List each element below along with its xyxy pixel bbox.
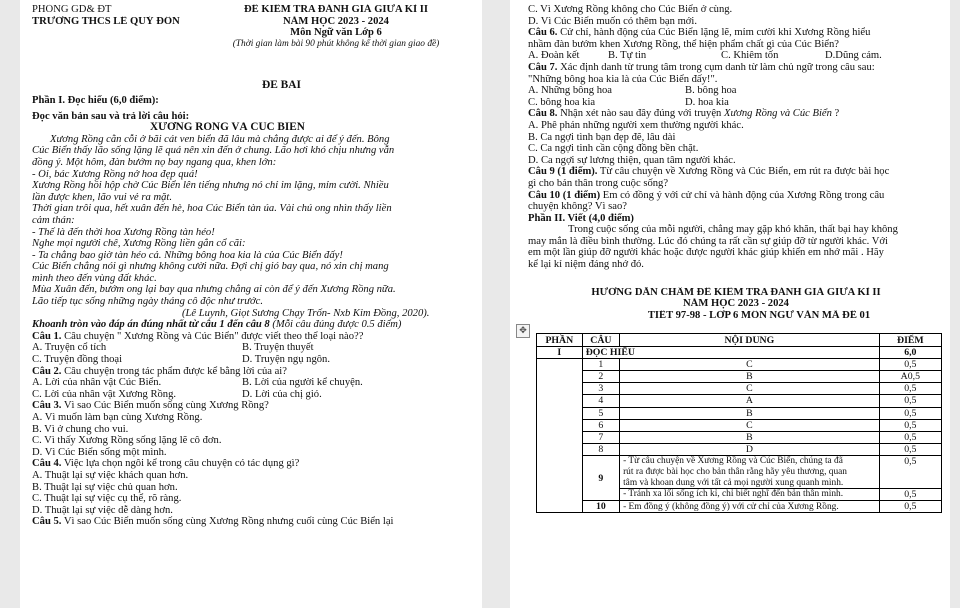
answer-question: 7 [582,431,619,443]
story-line: Cúc Biển thấy lão sống lặng lẽ quá nên xin đến ở chung. Lão hơi khó chịu nhưng vẫn [32,145,395,157]
mc-instruction [32,319,470,331]
option-a[interactable]: A. Vì muốn làm bạn cùng Xương Rồng. [32,412,203,423]
question-label: Câu 10 (1 điểm) [528,189,601,201]
question-2 [32,366,470,378]
exam-time: (Thời gian làm bài 90 phút không kể thời gian giao đề) [232,38,440,49]
story-line: Xương Rồng cằn cỗi ở bãi cát ven biển đã lâu mà chẳng được ai để ý đến. Bông [50,133,390,145]
story-line: mình theo đến vùng đất khác. [32,272,157,284]
q6-options-row [528,50,944,62]
answer-question: 1 [582,358,619,370]
answer-line: rút ra được bài học cho bản thân rằng hãy yêu thương, quan [623,466,847,477]
table-row [537,358,942,370]
mc-instruction-main: Khoanh tròn vào đáp án đúng nhất từ câu 1 đến câu 8 [32,319,270,331]
answer-score: 0,5 [879,407,941,419]
guide-title: HƯỚNG DẪN CHẤM ĐỀ KIỂM TRA ĐÁNH GIÁ GIỮA KÌ II [591,286,881,298]
exam-header [32,4,470,50]
question-3 [32,400,470,412]
answer-line: tâm và khoan dung với tất cả mọi người xung quanh mình. [623,477,844,488]
question-label: Câu 7. [528,61,558,73]
question-text: Câu chuyện " Xương Rồng và Cúc Biển" được viết theo thể loại nào?? [61,330,364,342]
option-d[interactable]: D. hoa kia [685,96,729,108]
answer-line: - Từ câu chuyện về Xương Rồng và Cúc Biển, chúng ta đã [623,456,843,467]
question-5 [32,516,470,528]
essay-prompt [528,224,944,270]
option-a[interactable]: A. Đoàn kết [528,50,580,62]
exam-subject: Môn Ngữ văn Lớp 6 [290,27,382,39]
q1-options-row [32,342,470,354]
story-line: lần được khen, lão vui vẻ ra mặt. [32,191,172,203]
table-row [537,407,942,419]
story-title: XƯƠNG RỒNG VÀ CÚC BIỂN [150,122,305,134]
answer-question: 6 [582,419,619,431]
story-line: Xương Rồng hồi hộp chờ Cúc Biển lên tiếng nhưng nó chỉ im lặng, mỉm cười. Nhiều [32,180,389,192]
answer-question: 2 [582,371,619,383]
option-c[interactable]: C. Ca ngợi tinh cần cộng đồng bền chặt. [528,143,699,155]
table-row-9 [537,456,942,489]
de-bai-heading: ĐỀ BÀI [262,80,301,92]
answer-key: B [620,407,880,419]
story-line: - Ta chẳng bao giờ tàn héo cả. Những bông hoa kia là của Cúc Biển đấy! [32,249,343,261]
option-b[interactable]: B. Tự tin [608,50,647,62]
question-7 [528,62,944,74]
story-line: - Thế là đến thời hoa Xương Rồng tàn héo! [32,226,215,238]
answer-content [620,456,880,489]
option-c[interactable]: C. Vì thấy Xương Rồng sống lặng lẽ cô đơn. [32,435,222,447]
answer-score: 0,5 [879,501,941,513]
question-6 [528,27,944,39]
option-a[interactable]: A. Phê phán những người xem thường người khác. [528,119,744,131]
answer-score: 0,5 [879,431,941,443]
school-name: TRƯỜNG THCS LÊ QUÝ ĐÔN [32,15,180,27]
answer-question: 8 [582,444,619,456]
table-row-section [537,346,942,358]
answer-key: B [620,431,880,443]
story-line: cảm thán: [32,214,75,226]
answer-score: 0,5 [879,383,941,395]
q2-options-row [32,389,470,401]
q1-options-row [32,354,470,366]
answer-score: 0,5 [879,489,941,501]
option-d[interactable]: D. Vì Cúc Biển sống một mình. [32,446,167,458]
answer-key-table [536,333,942,513]
answer-key: D [620,444,880,456]
table-row [537,419,942,431]
table-row [537,395,942,407]
guide-subtitle: TIẾT 97-98 - LỚP 6 MÔN NGỮ VĂN MÃ ĐỀ 01 [647,309,871,321]
option-c[interactable]: C. Thuật lại sự việc cụ thể, rõ ràng. [32,493,182,505]
answer-key: C [620,383,880,395]
essay-line: may mắn là điều bình thường. Lúc đó chúng ta rất cần sự giúp đỡ từ người khác. Với [528,235,888,247]
q5-option-c[interactable]: C. Vì Xương Rồng không cho Cúc Biển ở cùng. [528,4,733,15]
q2-options-row [32,377,470,389]
question-text: Vì sao Cúc Biển muốn sống cùng Xương Rồng? [61,400,269,412]
question-text: Việc lựa chọn ngôi kể trong câu chuyện có tác dụng gì? [61,458,300,470]
answer-score: 0,5 [879,395,941,407]
story-source: (Lê Luynh, Giọt Sương Chạy Trốn- Nxb Kim Đồng, 2020). [182,307,430,319]
option-c[interactable]: C. Khiêm tốn [721,50,779,62]
guide-year: NĂM HỌC 2023 - 2024 [683,298,789,310]
answer-line: - Tránh xa lối sống ích kỉ, chỉ biết nghĩ đến bản thân mình. [620,489,880,501]
answer-score: 0,5 [879,444,941,456]
table-row [537,371,942,383]
question-10 [528,190,944,202]
option-b[interactable]: B. bông hoa [685,85,737,97]
answer-content: - Em đồng ý (không đồng ý) với cử chỉ của Xương Rồng. [620,501,880,513]
option-a[interactable]: A. Thuật lại sự việc khách quan hơn. [32,469,189,481]
answer-key: B [620,371,880,383]
col-header-question: CÂU [582,334,619,346]
mc-instruction-note: (Mỗi câu đúng được 0.5 điểm) [269,319,402,331]
section-score: 6,0 [879,346,941,358]
col-header-content: NỘI DUNG [620,334,880,346]
page-left [20,0,482,608]
option-d[interactable]: D. Truyện ngụ ngôn. [242,354,330,366]
answer-score: A0,5 [879,371,941,383]
part2-heading: Phần II. Viết (4,0 điểm) [528,212,634,224]
option-c[interactable]: C. bông hoa kia [528,96,596,108]
answer-question: 5 [582,407,619,419]
q7-options-row [528,97,944,109]
table-row [537,431,942,443]
question-text: Câu chuyện trong tác phẩm được kể bằng lời của ai? [61,365,287,377]
option-a[interactable]: A. Lời của nhân vật Cúc Biển. [32,377,162,389]
question-text: Xác định danh từ trung tâm trong cụm danh từ làm chủ ngữ trong câu sau: [557,61,875,73]
table-row-10 [537,501,942,513]
story-line: Nghe mọi người chê, Xương Rồng liền gắn cổ cãi: [32,238,246,250]
answer-score: 0,5 [879,456,941,489]
table-move-handle-icon[interactable]: ✥ [516,324,530,338]
story-line: đồng ý. Một hôm, đàn bướm nọ bay ngang qua, khen lớn: [32,156,277,168]
question-4 [32,458,470,470]
essay-line: Trong cuộc sống của mỗi người, chẳng may gặp khó khăn, thất bại hay không [568,224,898,236]
part-cell [537,358,583,513]
q7-options-row [528,85,944,97]
col-header-part: PHẦN [537,334,583,346]
story-line: Cúc Biển chẳng nói gì nhưng không cười nữa. Đợi chị gió bay qua, nó xin chị mang [32,261,389,273]
essay-line: kể lại kỉ niệm đáng nhớ đó. [528,259,644,271]
question-text-cont: chuyện không? Vì sao? [528,201,627,213]
answer-score: 0,5 [879,419,941,431]
q5-option-d[interactable]: D. Vì Cúc Biển muốn có thêm bạn mới. [528,15,698,27]
story-line: Thời gian trôi qua, hết xuân đến hè, hoa Cúc Biển tàn úa. Vài chú ong nhìn thấy liền [32,203,392,215]
section-part: I [537,346,583,358]
question-quote: "Những bông hoa kia là của Cúc Biển đấy!". [528,73,718,85]
answer-key: A [620,395,880,407]
option-b[interactable]: B. Thuật lại sự việc chủ quan hơn. [32,481,178,493]
answer-question: 10 [582,501,619,513]
question-label: Câu 1. [32,330,62,342]
part1-heading: Phần I. Đọc hiểu (6,0 điểm): [32,94,159,106]
option-d[interactable]: D.Dũng cảm. [825,50,882,62]
table-row [537,383,942,395]
option-d[interactable]: D. Ca ngợi sự lương thiện, quan tâm người khác. [528,154,736,166]
reading-instruction: Đọc văn bản sau và trả lời câu hỏi: [32,110,190,122]
grading-guide-header [528,287,944,322]
question-label: Câu 6. [528,27,558,39]
question-label: Câu 4. [32,458,62,470]
story-line: Mùa Xuân đến, bướm ong lại bay qua nhưng chẳng ai còn để ý đến Xương Rồng nữa. [32,284,396,296]
section-title: ĐỌC HIỂU [582,346,879,358]
question-label: Câu 3. [32,400,62,412]
question-label: Câu 9 (1 điểm). [528,166,598,178]
story-body [32,134,470,308]
table-row [537,444,942,456]
answer-question: 4 [582,395,619,407]
question-label: Câu 2. [32,365,62,377]
question-text: Từ câu chuyện về Xương Rồng và Cúc Biển, em rút ra được bài học [597,166,890,178]
story-line: Lão tiếp tục sống những ngày tháng cô độc như trước. [32,296,264,308]
question-text-cont: nhầm đàn bướm khen Xương Rồng, thể hiện phẩm chất gì của Cúc Biển? [528,38,840,50]
exam-title: ĐỀ KIỂM TRA ĐÁNH GIÁ GIỮA KÌ II [244,4,428,15]
question-8 [528,108,944,120]
question-1 [32,331,470,343]
question-9 [528,166,944,178]
option-b[interactable]: B. Truyện thuyết [242,342,314,354]
question-text: Em có đồng ý với cử chỉ và hành động của Xương Rồng trong câu [600,189,885,201]
question-text: Nhận xét nào sau đây đúng với truyện [557,108,724,120]
school-dept: PHÒNG GD& ĐT [32,4,112,15]
option-c[interactable]: C. Truyện đồng thoại [32,354,123,366]
option-a[interactable]: A. Truyện cổ tích [32,342,107,354]
answer-key: C [620,358,880,370]
option-a[interactable]: A. Những bông hoa [528,85,613,97]
table-header-row [537,334,942,346]
answer-score: 0,5 [879,358,941,370]
answer-question: 9 [582,456,619,501]
question-label: Câu 8. [528,108,558,120]
option-b[interactable]: B. Ca ngợi tình bạn đẹp đẽ, lâu dài [528,131,676,143]
option-b[interactable]: B. Lời của người kể chuyện. [242,377,363,389]
answer-key: C [620,419,880,431]
option-c[interactable]: C. Lời của nhân vật Xương Rồng. [32,388,177,400]
page-right [510,0,950,608]
option-d[interactable]: D. Lời của chị gió. [242,388,322,400]
option-d[interactable]: D. Thuật lại sự việc dễ dàng hơn. [32,504,173,516]
col-header-score: ĐIỂM [879,334,941,346]
story-line: - Ôi, bác Xương Rồng nở hoa đẹp quá! [32,168,198,180]
question-text-end: ? [831,108,840,120]
question-label: Câu 5. [32,516,62,528]
story-name-italic: Xương Rồng và Cúc Biển [723,108,832,120]
exam-year: NĂM HỌC 2023 - 2024 [283,15,389,27]
question-text: Vì sao Cúc Biển muốn sống cùng Xương Rồng nhưng cuối cùng Cúc Biển lại [61,516,394,528]
question-text-cont: gì cho bản thân trong cuộc sống? [528,177,669,189]
question-text: Cử chỉ, hành động của Cúc Biển lặng lẽ, mỉm cười khi Xương Rồng hiểu [557,27,871,39]
essay-line: em một lần giúp đỡ người khác hoặc được người khác giúp khiến em nhớ mãi . Hãy [528,247,884,259]
answer-question: 3 [582,383,619,395]
option-b[interactable]: B. Vì ở chung cho vui. [32,423,129,435]
